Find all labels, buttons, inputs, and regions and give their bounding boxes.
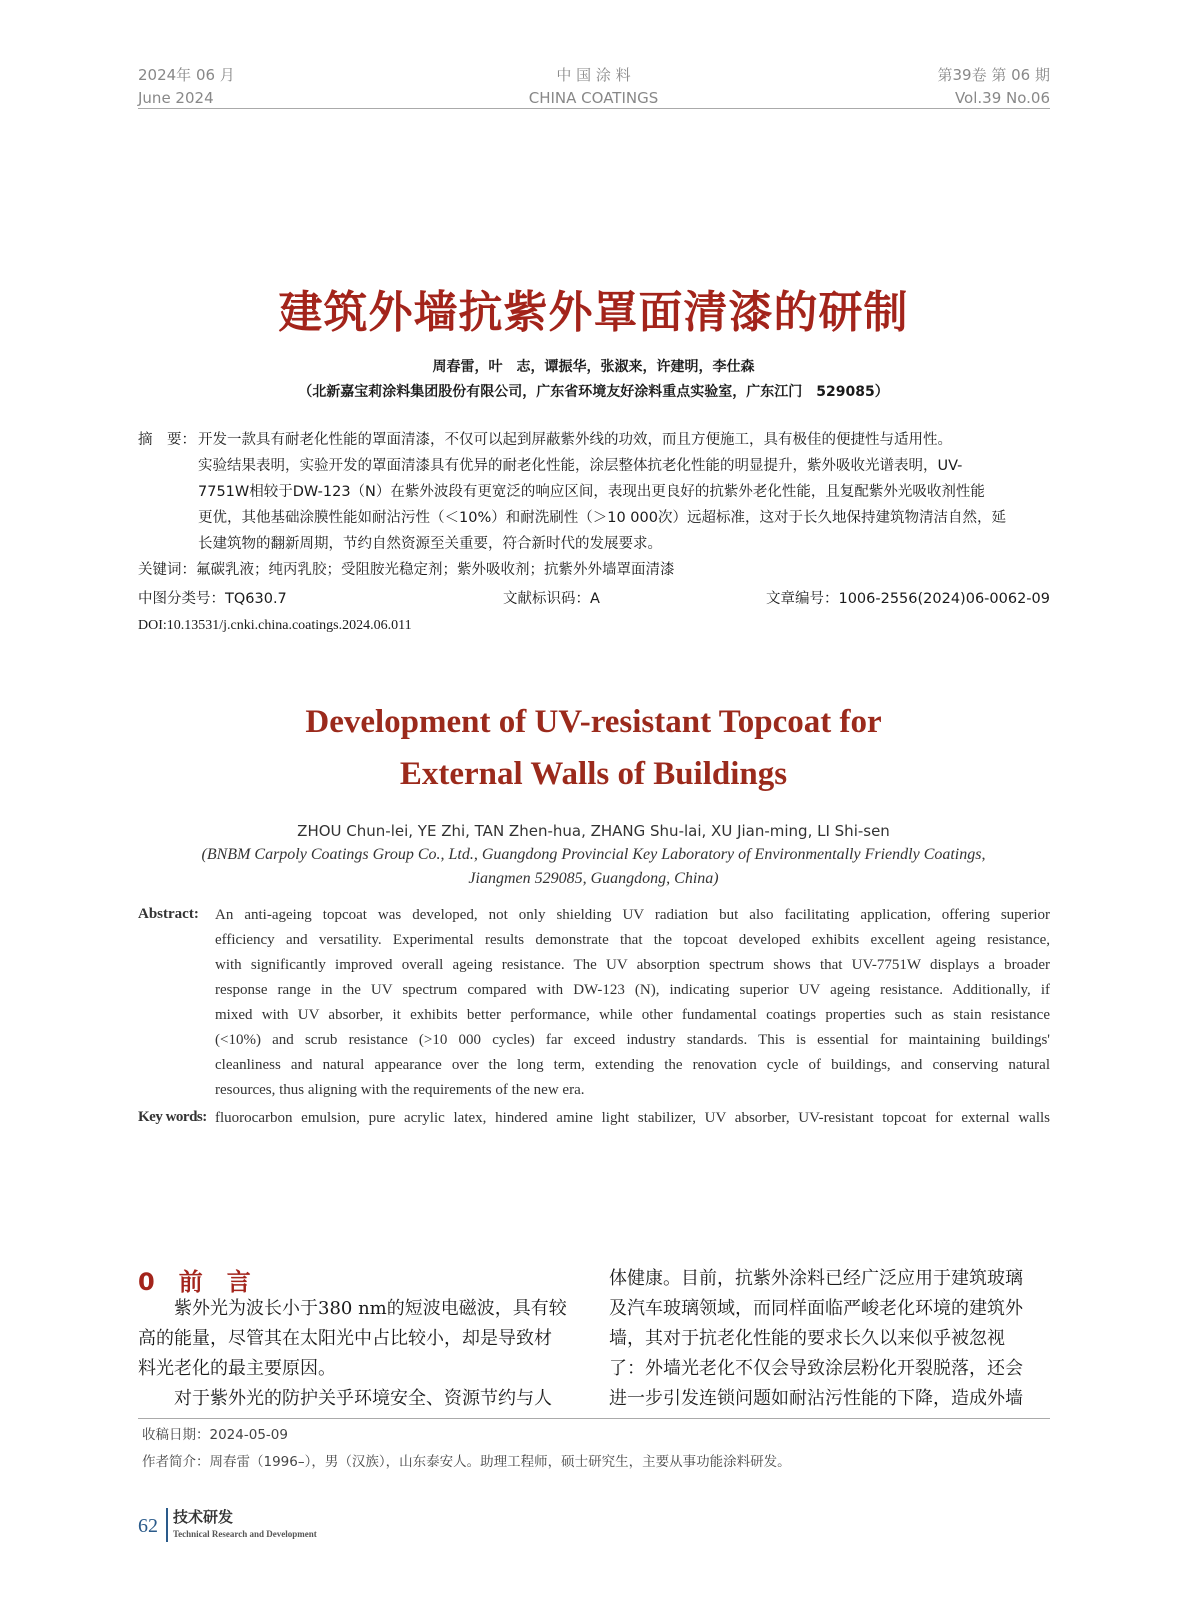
clc-number: 中图分类号：TQ630.7	[138, 591, 287, 607]
body-line: 体健康。目前，抗紫外涂料已经广泛应用于建筑玻璃	[609, 1268, 1023, 1289]
author-bio: 作者简介：周春雷（1996–），男（汉族），山东泰安人。助理工程师，硕士研究生，主要从事功能涂料研发。	[142, 1454, 791, 1470]
date-cn: 2024年 06 月	[138, 66, 235, 84]
vol-en: Vol.39 No.06	[954, 89, 1050, 107]
section-heading: 0 前 言	[138, 1268, 251, 1296]
abstract-en-line: (<10%) and scrub resistance (>10 000 cycles) far exceed industry standards. This is essential for maintaining buildings'	[215, 1032, 1050, 1048]
body-line: 对于紫外光的防护关乎环境安全、资源节约与人	[138, 1388, 552, 1409]
body-line: 墙，其对于抗老化性能的要求长久以来似乎被忽视	[609, 1328, 1005, 1349]
abstract-cn-line: 更优，其他基础涂膜性能如耐沾污性（＜10%）和耐洗刷性（＞10 000次）远超标准，这对于长久地保持建筑物清洁自然，延	[198, 510, 1006, 526]
body-line: 高的能量，尽管其在太阳光中占比较小，却是导致材	[138, 1328, 552, 1349]
keywords-cn: 关键词：氟碳乳液；纯丙乳胶；受阻胺光稳定剂；紫外吸收剂；抗紫外外墙罩面清漆	[138, 562, 675, 578]
body-line: 紫外光为波长小于380 nm的短波电磁波，具有较	[138, 1298, 567, 1319]
header-rule	[138, 108, 1050, 109]
abstract-cn-line: 长建筑物的翻新周期，节约自然资源至关重要，符合新时代的发展要求。	[198, 536, 662, 552]
abstract-en-line: efficiency and versatility. Experimental results demonstrate that the topcoat developed exhibits excellent ageing resistance,	[215, 932, 1050, 948]
title-cn: 建筑外墙抗紫外罩面清漆的研制	[278, 287, 909, 338]
footer-divider	[166, 1508, 168, 1542]
body-line: 及汽车玻璃领域，而同样面临严峻老化环境的建筑外	[609, 1298, 1023, 1319]
affiliation-en: Jiangmen 529085, Guangdong, China)	[468, 870, 719, 887]
document-code: 文献标识码：A	[503, 591, 600, 607]
abstract-cn-line: 实验结果表明，实验开发的罩面清漆具有优异的耐老化性能，涂层整体抗老化性能的明显提升，紫外吸收光谱表明，UV-	[198, 458, 963, 474]
footer-section-en: Technical Research and Development	[173, 1529, 317, 1539]
body-line: 了：外墙光老化不仅会导致涂层粉化开裂脱落，还会	[609, 1358, 1023, 1379]
abstract-en-line: resources, thus aligning with the requirements of the new era.	[215, 1082, 585, 1098]
abstract-cn-line: 开发一款具有耐老化性能的罩面清漆，不仅可以起到屏蔽紫外线的功效，而且方便施工，具有极佳的便捷性与适用性。	[198, 432, 952, 448]
abstract-en-line: An anti-ageing topcoat was developed, not only shielding UV radiation but also facilitating application, offering superior	[215, 907, 1050, 923]
authors-cn: 周春雷，叶 志，谭振华，张淑来，许建明，李仕森	[432, 359, 755, 375]
article-number: 文章编号：1006-2556(2024)06-0062-09	[765, 591, 1050, 607]
affiliation-cn: （北新嘉宝莉涂料集团股份有限公司，广东省环境友好涂料重点实验室，广东江门 529085）	[298, 384, 889, 400]
abstract-en-line: mixed with UV absorber, it exhibits better performance, while other fundamental coatings properties such as stain resistance	[215, 1007, 1050, 1023]
page-number: 62	[138, 1515, 158, 1537]
footer-section-cn: 技术研发	[173, 1508, 234, 1526]
abstract-en-line: response range in the UV spectrum compared with DW-123 (N), indicating superior UV ageing resistance. Additionally, if	[215, 982, 1050, 998]
body-line: 料光老化的最主要原因。	[138, 1358, 336, 1379]
abstract-cn-label: 摘 要：	[138, 432, 196, 448]
journal-en: CHINA COATINGS	[528, 89, 659, 107]
date-en: June 2024	[138, 89, 214, 107]
abstract-en-line: cleanliness and natural appearance over the long term, extending the renovation cycle of buildings, and conserving natural	[215, 1057, 1050, 1073]
title-en: Development of UV-resistant Topcoat for	[305, 704, 882, 740]
journal-cn: 中 国 涂 料	[556, 66, 631, 84]
received-date: 收稿日期：2024-05-09	[142, 1427, 288, 1443]
title-en: External Walls of Buildings	[399, 756, 788, 792]
doi: DOI:10.13531/j.cnki.china.coatings.2024.06.011	[138, 618, 412, 633]
footnote-rule	[138, 1418, 1050, 1419]
body-line: 进一步引发连锁问题如耐沾污性能的下降，造成外墙	[609, 1388, 1023, 1409]
volume	[938, 64, 1050, 110]
authors-en: ZHOU Chun-lei, YE Zhi, TAN Zhen-hua, ZHANG Shu-lai, XU Jian-ming, LI Shi-sen	[297, 822, 890, 840]
abstract-en-line: with significantly improved overall ageing resistance. The UV absorption spectrum shows that UV-7751W displays a broader	[215, 957, 1050, 973]
keywords-en-label: Key words:	[138, 1109, 207, 1125]
abstract-cn-line: 7751W相较于DW-123（N）在紫外波段有更宽泛的响应区间，表现出更良好的抗紫外老化性能，且复配紫外光吸收剂性能	[198, 484, 985, 500]
keywords-en: fluorocarbon emulsion, pure acrylic latex, hindered amine light stabilizer, UV absorber, UV-resistant topcoat for external walls	[215, 1110, 1050, 1126]
abstract-en-label: Abstract:	[138, 906, 199, 922]
affiliation-en: (BNBM Carpoly Coatings Group Co., Ltd., Guangdong Provincial Key Laboratory of Environmentally Friendly Coatings,	[201, 846, 986, 863]
vol-cn: 第39卷 第 06 期	[937, 66, 1050, 84]
